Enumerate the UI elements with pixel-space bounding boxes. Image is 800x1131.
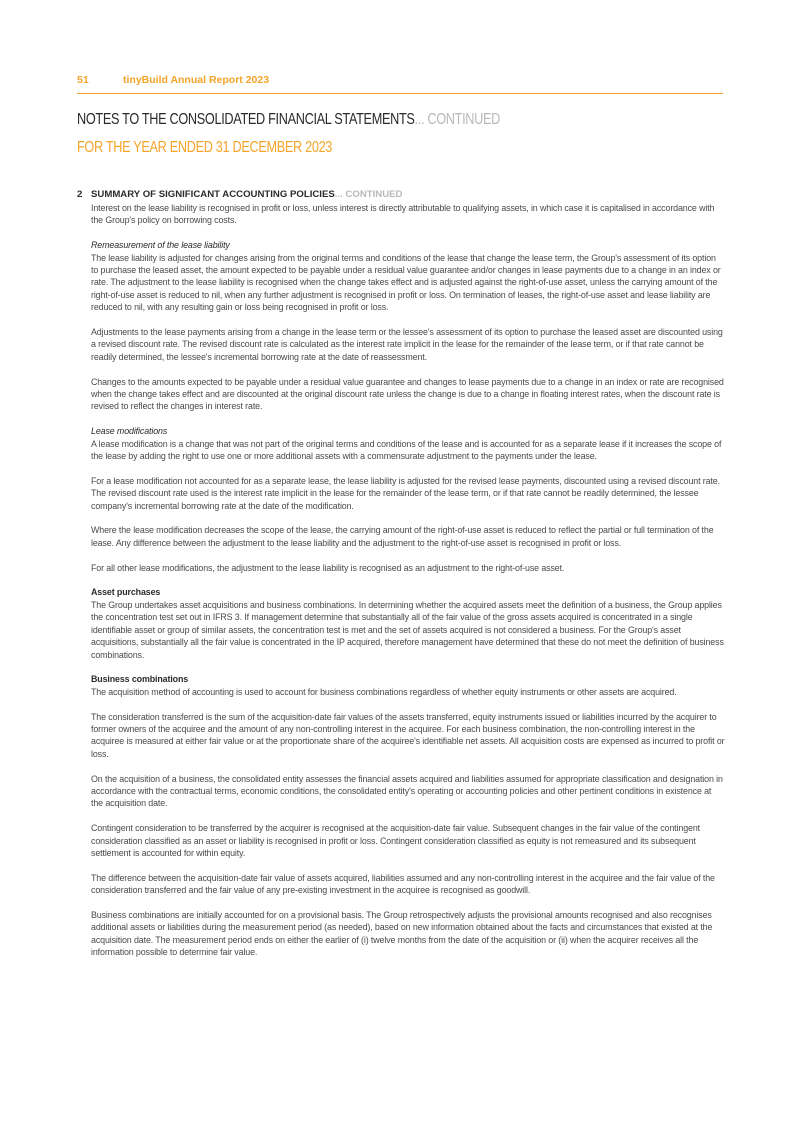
paragraph: The lease liability is adjusted for changes arising from the original terms and conditions of the lease that change the lease term, the Group's assessment of its option to purchase the leased asset, the amount expected to be payable under a residual value guarantee and/or changes in lease payments due to a change in an index or rate. The adjustment to the lease liability is recognised when the change takes effect and is adjusted against the right-of-use asset, unless the carrying amount of the right-of-use asset is reduced to nil, when any further adjustment is recognised in profit or loss. On termination of leases, the right-of-use asset and lease liability are reduced to nil, with any resulting gain or loss being recognised in profit or loss. bbox=[91, 252, 721, 313]
paragraph: Adjustments to the lease payments arising from a change in the lease term or the lessee's assessment of its option to purchase the leased asset are discounted using a revised discount rate. The revised discount rate is calculated as the interest rate implicit in the lease for the remainder of the lease term, or if that rate cannot be readily determined, the lessee's incremental borrowing rate at the date of reassessment. bbox=[91, 327, 723, 362]
page-title-main: NOTES TO THE CONSOLIDATED FINANCIAL STATEMENTS bbox=[77, 111, 415, 128]
paragraph: The Group undertakes asset acquisitions and business combinations. In determining whether the acquired assets meet the definition of a business, the Group applies the concentration test set out in IFRS 3. If management determine that substantially all of the fair value of the gross assets acquired is concentrated in a single identifiable asset or group of similar assets, the concentration test is met and the set of assets acquired is not considered a business. For the Group's asset acquisitions, substantially all the fair value is concentrated in the IP acquired, therefore management have determined that these do not meet the definition of business combinations. bbox=[91, 599, 724, 660]
page-title-continued: ... CONTINUED bbox=[414, 111, 500, 128]
report-title: tinyBuild Annual Report 2023 bbox=[123, 74, 270, 86]
paragraph: Contingent consideration to be transferred by the acquirer is recognised at the acquisition-date fair value. Subsequent changes in the fair value of the contingent consideration classified as an asset or liability is recognised in profit or loss. Contingent consideration classified as equity is not remeasured and its subsequent settlement is accounted for within equity. bbox=[91, 823, 700, 858]
paragraph: For a lease modification not accounted for as a separate lease, the lease liability is adjusted for the revised lease payments, discounted using a revised discount rate. The revised discount rate used is the interest rate implicit in the lease for the remainder of the lease term, or if that rate cannot be readily determined, the lessee company's incremental borrowing rate at the date of the modification. bbox=[91, 475, 720, 511]
paragraph: The acquisition method of accounting is used to account for business combinations regardless of whether equity instruments or other assets are acquired. bbox=[91, 686, 677, 697]
section-heading bbox=[77, 189, 402, 200]
paragraph: Business combinations are initially accounted for on a provisional basis. The Group retrospectively adjusts the provisional amounts recognised and also recognises additional assets or liabilities during the measurement period (as needed), based on new information obtained about the facts and circumstances that existed at the acquisition date. The measurement period ends on either the earlier of (i) twelve months from the date of the acquisition or (ii) when the acquirer receives all the information possible to determine fair value. bbox=[91, 909, 713, 958]
section-number: 2 bbox=[77, 189, 83, 200]
subheading-asset-purchases: Asset purchases bbox=[91, 587, 161, 598]
section-body bbox=[91, 202, 725, 971]
paragraph: For all other lease modifications, the adjustment to the lease liability is recognised as an adjustment to the right-of-use asset. bbox=[91, 562, 565, 573]
section-title: SUMMARY OF SIGNIFICANT ACCOUNTING POLICIES bbox=[91, 189, 335, 200]
page-subtitle: FOR THE YEAR ENDED 31 DECEMBER 2023 bbox=[77, 139, 333, 156]
page-number: 51 bbox=[77, 74, 89, 86]
subheading-remeasurement: Remeasurement of the lease liability bbox=[91, 240, 230, 251]
paragraph: The consideration transferred is the sum of the acquisition-date fair values of the assets transferred, equity instruments issued or liabilities incurred by the acquirer to former owners of the acquiree and the amount of any non-controlling interest in the acquiree. For each business combination, the non-controlling interest in the acquiree is measured at either fair value or at the proportionate share of the acquiree's identifiable net assets. All acquisition costs are expensed as incurred to profit or loss. bbox=[91, 711, 725, 759]
paragraph: Where the lease modification decreases the scope of the lease, the carrying amount of the right-of-use asset is reduced to reflect the partial or full termination of the lease. Any difference between the adjustment to the lease liability and the adjustment to the right-of-use asset is recognised in profit or loss. bbox=[91, 525, 714, 548]
subheading-lease-modifications: Lease modifications bbox=[91, 426, 168, 437]
paragraph: On the acquisition of a business, the consolidated entity assesses the financial assets acquired and liabilities assumed for appropriate classification and designation in accordance with the contractual terms, economic conditions, the consolidated entity's operating or accounting policies and other pertinent conditions in existence at the acquisition date. bbox=[91, 773, 723, 809]
subheading-business-combinations: Business combinations bbox=[91, 674, 189, 685]
section-continued: ... CONTINUED bbox=[334, 189, 403, 200]
paragraph: Changes to the amounts expected to be payable under a residual value guarantee and changes to lease payments due to a change in an index or rate are recognised when the change takes effect and are discounted at the original discount rate unless the change is due to a change in floating interest rates, when the discount rate is revised to reflect the changes in interest rate. bbox=[91, 376, 724, 412]
page-header bbox=[77, 74, 723, 94]
paragraph: A lease modification is a change that was not part of the original terms and conditions of the lease and is accounted for as a separate lease if it increases the scope of the lease by adding the right to use one or more additional assets with a commensurate adjustment to the payments under the lease. bbox=[91, 438, 722, 462]
intro-paragraph: Interest on the lease liability is recognised in profit or loss, unless interest is directly attributable to qualifying assets, in which case it is capitalised in accordance with the Group's policy on borrowing costs. bbox=[91, 203, 715, 226]
page-title bbox=[77, 111, 500, 129]
paragraph: The difference between the acquisition-date fair value of assets acquired, liabilities assumed and any non-controlling interest in the acquiree and the fair value of the consideration transferred and the fair value of any pre-existing investment in the acquiree is recognised as goodwill. bbox=[91, 872, 715, 896]
